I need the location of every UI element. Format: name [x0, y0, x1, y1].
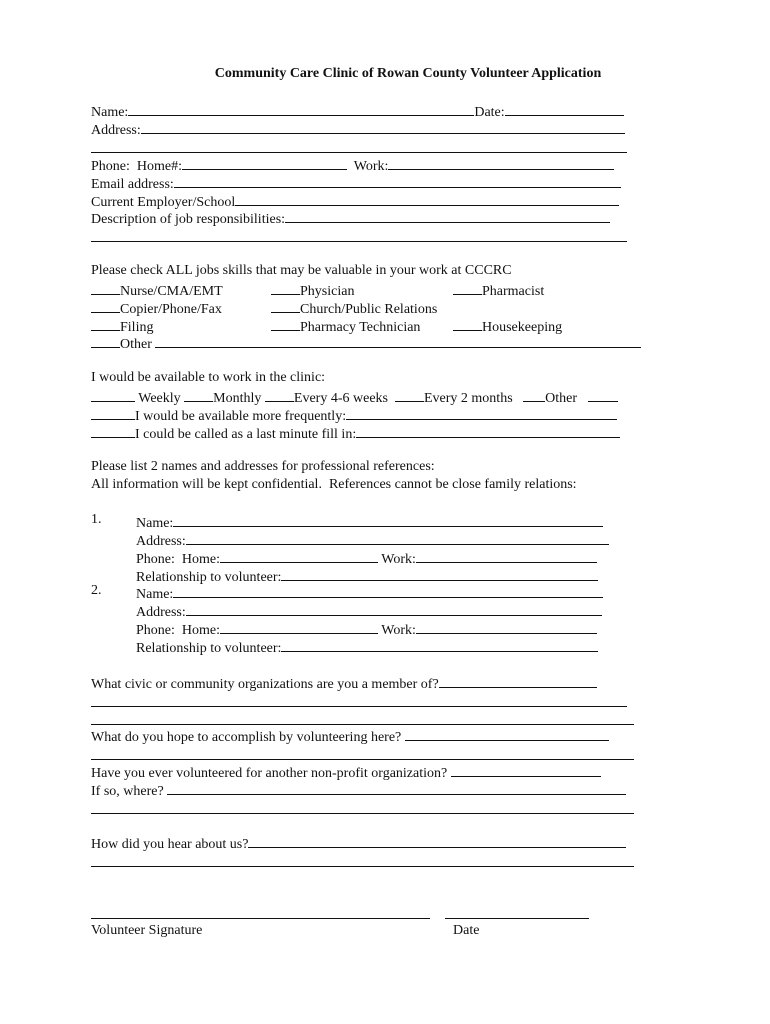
ref1-phone-row: Phone: Home: Work: [136, 548, 597, 568]
availability-prompt: I would be available to work in the clinic: [91, 370, 326, 385]
hear-line-2[interactable] [91, 866, 634, 867]
ref1-name-field[interactable] [173, 512, 603, 527]
hear-row [91, 833, 626, 854]
name-label: Name: [91, 105, 129, 120]
ref1-address-row: Address: [136, 530, 609, 550]
accomplish-row [91, 726, 609, 747]
skill-other-field[interactable] [155, 333, 641, 348]
reference-number-2: 2. [91, 583, 102, 598]
ref2-name-field[interactable] [173, 583, 603, 598]
where-line-2[interactable] [91, 813, 634, 814]
name-field[interactable] [128, 101, 474, 116]
email-label: Email address: [91, 177, 174, 192]
phone-work-field[interactable] [388, 155, 614, 170]
last-minute-row: I could be called as a last minute fill in: [91, 423, 620, 444]
address-field[interactable] [141, 119, 625, 134]
ref1-address-field[interactable] [186, 530, 609, 545]
hear-question: How did you hear about us? [91, 837, 249, 852]
date-label: Date: [474, 105, 505, 120]
employer-field[interactable] [235, 191, 619, 206]
references-prompt: Please list 2 names and addresses for professional references: [91, 459, 435, 474]
weekly-check[interactable] [91, 387, 135, 402]
other-field[interactable] [588, 387, 618, 402]
other-label: Other [545, 391, 578, 406]
ref2-relationship-row: Relationship to volunteer: [136, 637, 598, 657]
address-label: Address: [91, 123, 141, 138]
references-note: All information will be kept confidential. References cannot be close family relations: [91, 477, 577, 492]
where-question: If so, where? [91, 784, 164, 799]
monthly-check[interactable] [184, 387, 213, 402]
ref1-phone-home-field[interactable] [220, 548, 378, 563]
where-row [91, 780, 626, 801]
other-check[interactable] [523, 387, 545, 402]
monthly-label: Monthly [213, 391, 262, 406]
skill-copier[interactable]: Copier/Phone/Fax [91, 298, 222, 319]
ref1-relationship-row: Relationship to volunteer: [136, 566, 598, 586]
skill-church[interactable]: Church/Public Relations [271, 298, 437, 318]
ref2-name-row: Name: [136, 583, 603, 603]
skill-nurse[interactable]: Nurse/CMA/EMT [91, 280, 223, 301]
every-4-6-check[interactable] [265, 387, 294, 402]
every-2-months-label: Every 2 months [423, 391, 513, 406]
email-field[interactable] [174, 173, 621, 188]
phone-home-field[interactable] [182, 155, 347, 170]
more-frequently-field[interactable] [346, 405, 617, 420]
skill-filing[interactable]: Filing [91, 316, 153, 337]
last-minute-field[interactable] [356, 423, 620, 438]
employer-label: Current Employer/School [91, 195, 236, 210]
ref2-phone-home-field[interactable] [220, 619, 378, 634]
phone-home-label: Phone: Home#: [91, 159, 182, 174]
ref1-relationship-field[interactable] [281, 566, 598, 581]
every-4-6-label: Every 4-6 weeks [293, 391, 388, 406]
last-minute-check[interactable] [91, 423, 135, 438]
more-frequently-row: I would be available more frequently: [91, 405, 617, 426]
reference-number-1: 1. [91, 512, 102, 527]
civic-question: What civic or community organizations are you a member of? [91, 677, 439, 692]
skills-prompt: Please check ALL jobs skills that may be valuable in your work at CCCRC [91, 263, 512, 278]
accomplish-line-2[interactable] [91, 759, 634, 760]
address-line-2[interactable] [91, 152, 627, 153]
hear-field[interactable] [248, 833, 626, 848]
ref1-phone-work-field[interactable] [416, 548, 597, 563]
description-row [91, 208, 610, 229]
signature-date-label: Date [453, 923, 480, 938]
signature-date-line[interactable] [445, 918, 589, 919]
description-line-2[interactable] [91, 241, 627, 242]
where-field[interactable] [167, 780, 626, 795]
ref2-address-field[interactable] [186, 601, 602, 616]
phone-work-label: Work: [353, 159, 389, 174]
address-row [91, 119, 625, 140]
civic-row [91, 673, 597, 694]
civic-field[interactable] [439, 673, 597, 688]
civic-line-3[interactable] [91, 724, 634, 725]
skill-physician[interactable]: Physician [271, 280, 354, 300]
signature-line[interactable] [91, 918, 430, 919]
skill-pharmacy-tech[interactable]: Pharmacy Technician [271, 316, 420, 336]
ref1-name-row: Name: [136, 512, 603, 532]
skill-other[interactable]: Other [91, 333, 641, 354]
form-title: Community Care Clinic of Rowan County Volunteer Application [214, 66, 602, 81]
nonprofit-question: Have you ever volunteered for another non-profit organization? [91, 766, 448, 781]
more-frequently-check[interactable] [91, 405, 135, 420]
accomplish-field[interactable] [405, 726, 609, 741]
ref2-address-row: Address: [136, 601, 602, 621]
date-field[interactable] [505, 101, 624, 116]
signature-label: Volunteer Signature [91, 923, 203, 938]
ref2-relationship-field[interactable] [281, 637, 598, 652]
civic-line-2[interactable] [91, 706, 627, 707]
weekly-label: Weekly [138, 391, 181, 406]
nonprofit-field[interactable] [451, 762, 601, 777]
description-field[interactable] [285, 208, 610, 223]
ref2-phone-work-field[interactable] [416, 619, 597, 634]
accomplish-question: What do you hope to accomplish by volunteering here? [91, 730, 402, 745]
skill-housekeeping[interactable]: Housekeeping [453, 316, 562, 336]
ref2-phone-row: Phone: Home: Work: [136, 619, 597, 639]
description-label: Description of job responsibilities: [91, 212, 286, 227]
skill-pharmacist[interactable]: Pharmacist [453, 280, 544, 300]
every-2-months-check[interactable] [395, 387, 424, 402]
